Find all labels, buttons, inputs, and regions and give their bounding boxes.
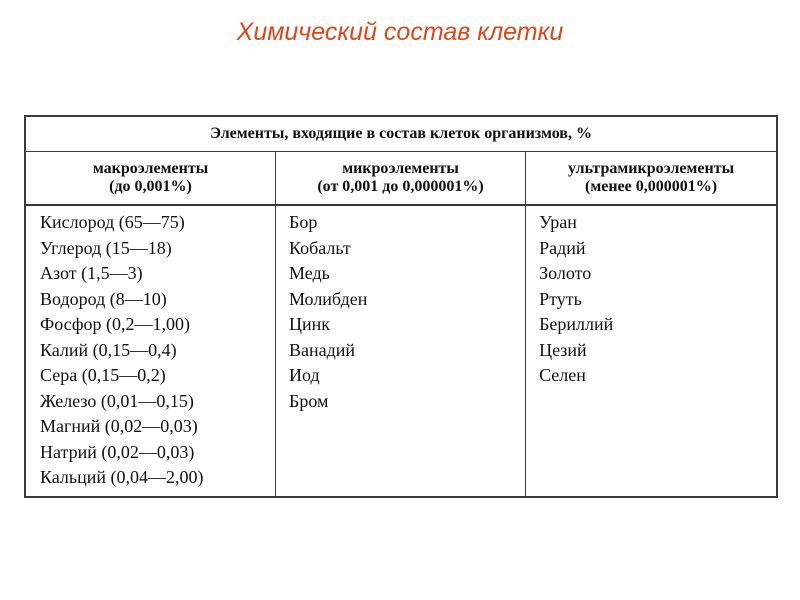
column-header-micro	[276, 152, 526, 206]
elements-table	[24, 115, 778, 498]
micro-list	[276, 205, 526, 497]
list-item: Бор	[289, 212, 318, 232]
list-item: Иод	[289, 365, 320, 385]
column-header-range: (от 0,001 до 0,000001%)	[317, 178, 484, 195]
list-item: Селен	[539, 365, 586, 385]
table-caption: Элементы, входящие в состав клеток организмов, %	[25, 116, 777, 152]
list-item: Калий (0,15—0,4)	[40, 339, 177, 360]
list-item: Цинк	[289, 314, 331, 334]
ultramicro-list	[526, 205, 777, 497]
list-item: Ртуть	[539, 288, 582, 309]
list-item: Водород (8—10)	[40, 288, 167, 309]
list-item: Медь	[289, 263, 330, 283]
list-item: Цезий	[539, 339, 587, 360]
list-item: Ванадий	[289, 339, 356, 360]
list-item: Молибден	[289, 288, 368, 309]
header-row	[25, 152, 777, 206]
list-item: Натрий (0,02—0,03)	[40, 441, 195, 462]
slide-title: Химический состав клетки	[236, 18, 564, 46]
list-item: Магний (0,02—0,03)	[40, 416, 198, 436]
macro-list	[25, 205, 276, 497]
column-header-range: (менее 0,000001%)	[585, 178, 718, 195]
list-item: Углерод (15—18)	[40, 237, 172, 258]
column-header-macro	[25, 152, 276, 206]
column-header-label: микроэлементы	[342, 160, 459, 177]
body-row	[25, 205, 777, 497]
list-item: Фосфор (0,2—1,00)	[40, 314, 191, 334]
list-item: Уран	[539, 212, 577, 232]
list-item: Золото	[539, 263, 592, 283]
list-item: Бром	[289, 390, 329, 411]
list-item: Кислород (65—75)	[40, 212, 185, 232]
list-item: Кальций (0,04—2,00)	[40, 467, 204, 487]
column-header-label: ультрамикроэлементы	[567, 160, 735, 177]
list-item: Железо (0,01—0,15)	[40, 390, 194, 411]
caption-row	[25, 116, 777, 152]
list-item: Бериллий	[539, 314, 614, 334]
list-item: Сера (0,15—0,2)	[40, 365, 166, 385]
list-item: Азот (1,5—3)	[40, 263, 143, 283]
list-item: Радий	[539, 237, 586, 258]
column-header-ultramicro	[526, 152, 777, 206]
list-item: Кобальт	[289, 237, 351, 258]
column-header-range: (до 0,001%)	[109, 178, 192, 195]
column-header-label: макроэлементы	[92, 160, 209, 177]
